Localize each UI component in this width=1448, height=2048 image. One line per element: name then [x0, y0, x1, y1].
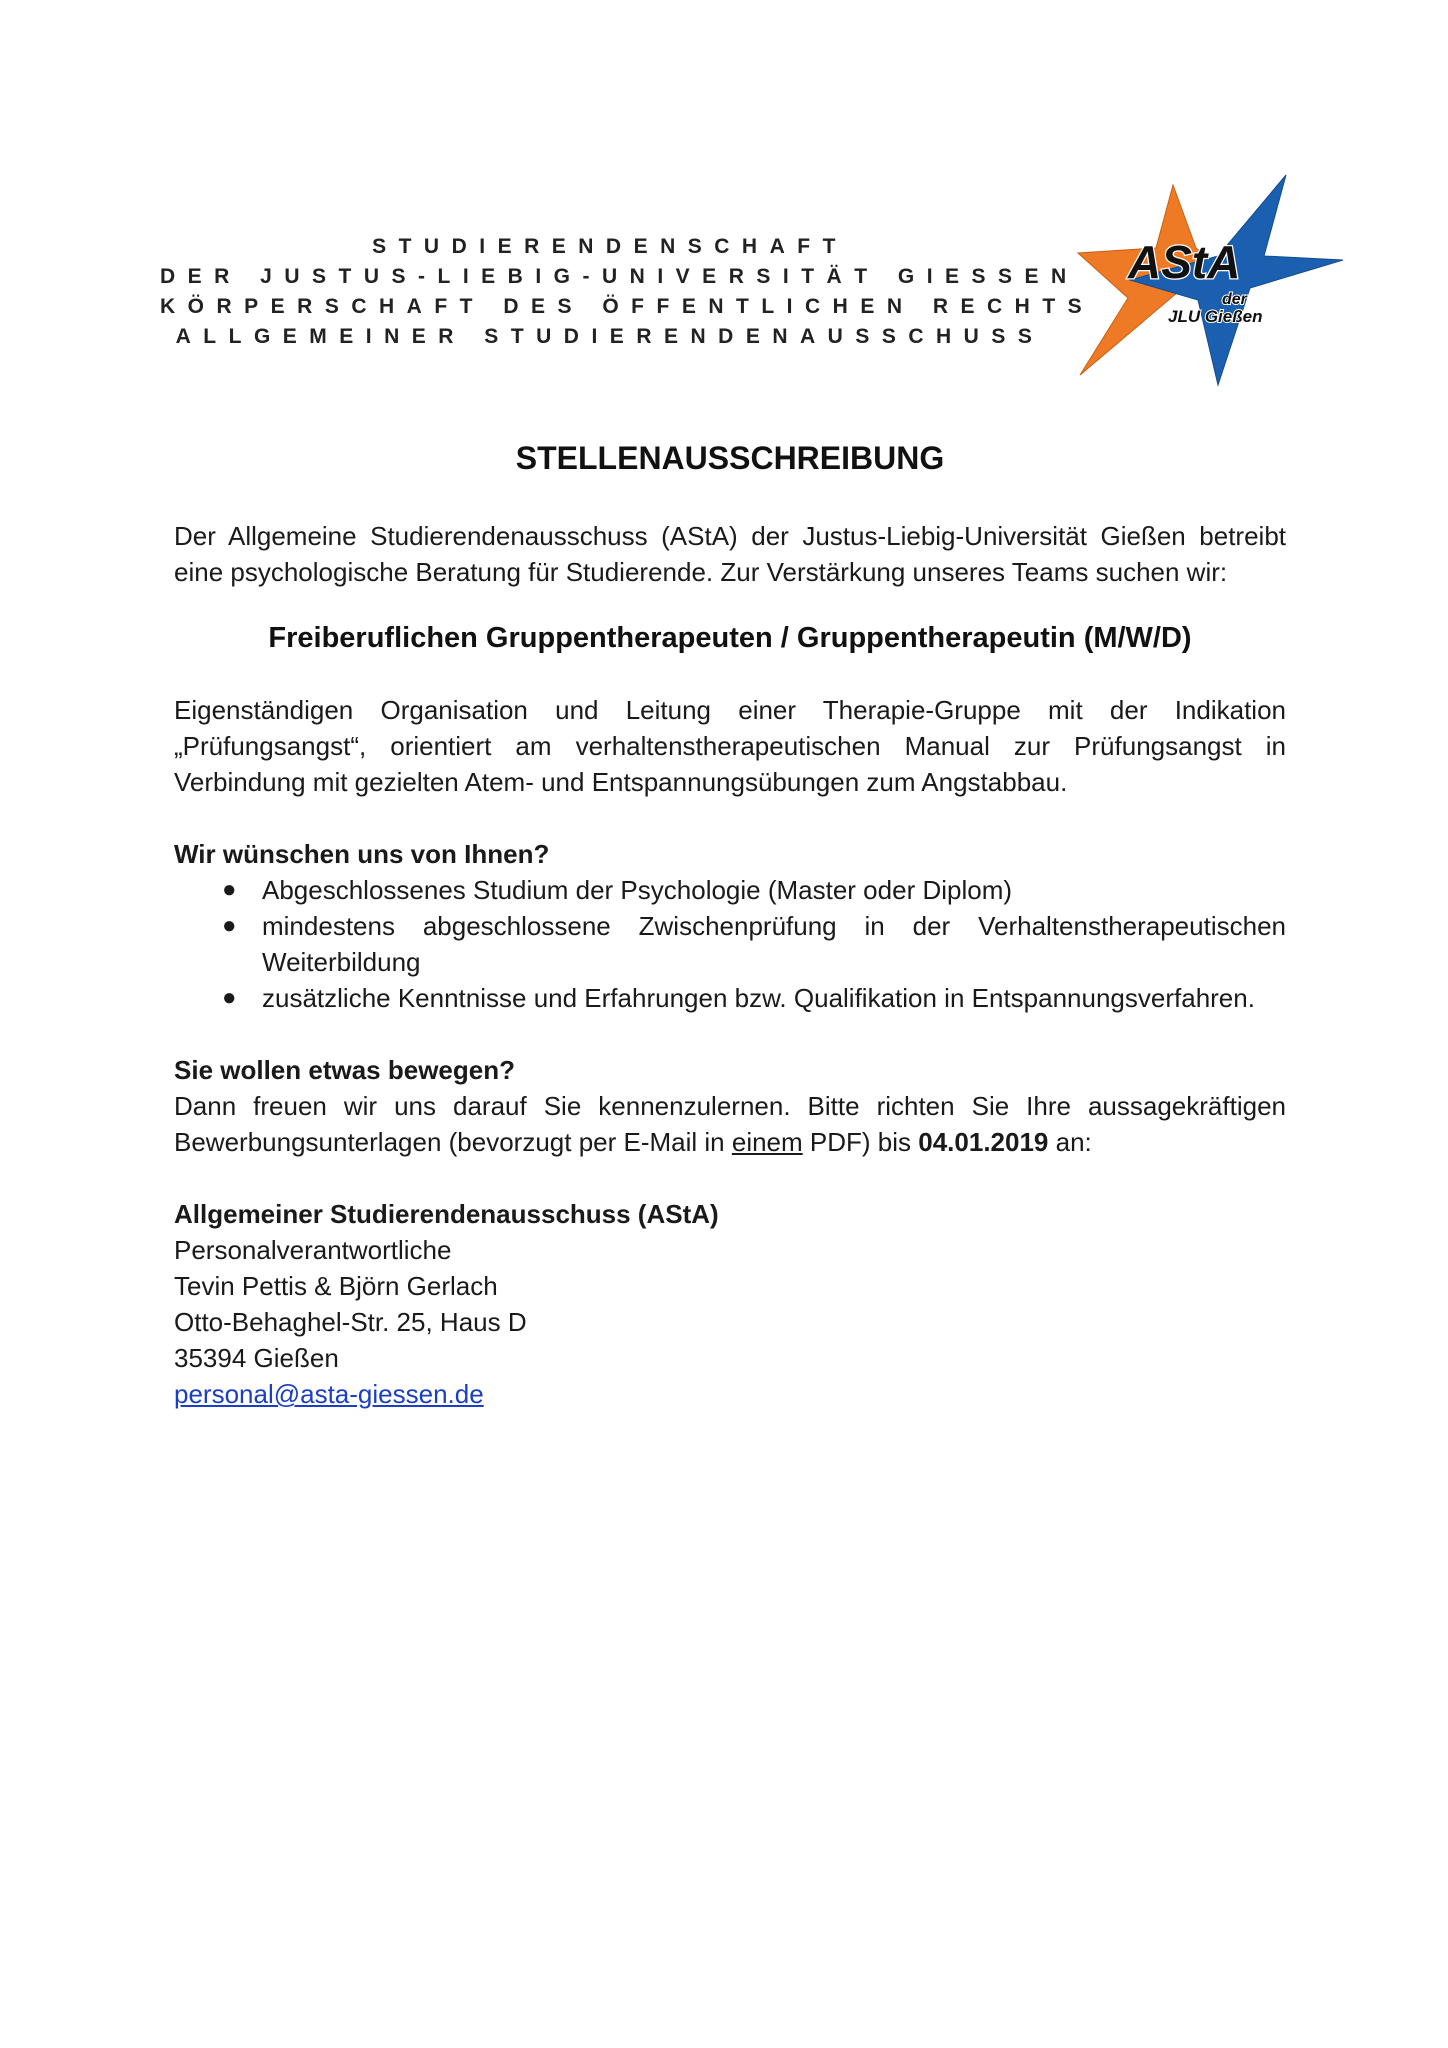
requirements-list: [174, 872, 1286, 1016]
contact-address: [174, 1196, 1286, 1412]
requirements-section: [174, 836, 1286, 1016]
address-line-3: Otto-Behaghel-Str. 25, Haus D: [174, 1307, 527, 1337]
application-text-before: Dann freuen wir uns darauf Sie kennenzulernen. Bitte richten Sie Ihre aussagekräftigen Bewerbungsunterlagen (bevorzugt per E-Mail in: [174, 1091, 1286, 1157]
document-body: [174, 440, 1286, 1412]
logo-sub-text-2: JLU Gießen: [1168, 307, 1263, 326]
requirements-heading: Wir wünschen uns von Ihnen?: [174, 839, 550, 869]
application-heading: Sie wollen etwas bewegen?: [174, 1055, 515, 1085]
bullet-icon: ●: [222, 912, 237, 939]
description-paragraph: Eigenständigen Organisation und Leitung einer Therapie-Gruppe mit der Indikation „Prüfungsangst“, orientiert am verhaltenstherapeutischen Manual zur Prüfungsangst in Verbindung mit gezielten Atem- und Entspannungsübungen zum Angstabbau.: [174, 695, 1286, 797]
address-org: Allgemeiner Studierendenausschuss (AStA): [174, 1199, 719, 1229]
letterhead-line-2: DER JUSTUS-LIEBIG-UNIVERSITÄT GIESSEN: [160, 265, 1079, 288]
letterhead: [160, 232, 1095, 352]
list-item: [174, 908, 1286, 980]
application-text-middle: PDF) bis: [802, 1127, 919, 1157]
intro-paragraph: Der Allgemeine Studierendenausschuss (AStA) der Justus-Liebig-Universität Gießen betreibt eine psychologische Beratung für Studierende. Zur Verstärkung unseres Teams suchen wir:: [174, 521, 1286, 587]
application-underlined: einem: [731, 1127, 803, 1157]
bullet-icon: ●: [222, 876, 237, 903]
address-line-4: 35394 Gießen: [174, 1343, 339, 1373]
application-section: [174, 1052, 1286, 1160]
email-link[interactable]: personal@asta-giessen.de: [174, 1379, 484, 1409]
application-paragraph: [174, 1088, 1286, 1160]
letterhead-line-4: ALLGEMEINER STUDIERENDENAUSSCHUSS: [175, 325, 1045, 348]
list-item-text: mindestens abgeschlossene Zwischenprüfung in der Verhaltenstherapeutischen Weiterbildung: [262, 911, 1286, 977]
address-line-1: Personalverantwortliche: [174, 1235, 452, 1265]
letterhead-line-1: STUDIERENDENSCHAFT: [372, 235, 848, 258]
letterhead-line-3: KÖRPERSCHAFT DES ÖFFENTLICHEN RECHTS: [160, 295, 1095, 318]
list-item-text: Abgeschlossenes Studium der Psychologie (Master oder Diplom): [262, 875, 1013, 905]
list-item: [174, 980, 1286, 1016]
list-item-text: zusätzliche Kenntnisse und Erfahrungen bzw. Qualifikation in Entspannungsverfahren.: [262, 983, 1255, 1013]
page-title: STELLENAUSSCHREIBUNG: [515, 440, 945, 476]
address-line-2: Tevin Pettis & Björn Gerlach: [174, 1271, 498, 1301]
logo-main-text: AStA: [1128, 236, 1241, 288]
position-title: Freiberuflichen Gruppentherapeuten / Gruppentherapeutin (M/W/D): [268, 622, 1192, 654]
application-deadline: 04.01.2019: [918, 1127, 1049, 1157]
logo-sub-text-1: der: [1222, 291, 1247, 308]
bullet-icon: ●: [222, 984, 237, 1011]
list-item: [174, 872, 1286, 908]
asta-logo: [1068, 170, 1358, 400]
application-text-after: an:: [1048, 1127, 1092, 1157]
